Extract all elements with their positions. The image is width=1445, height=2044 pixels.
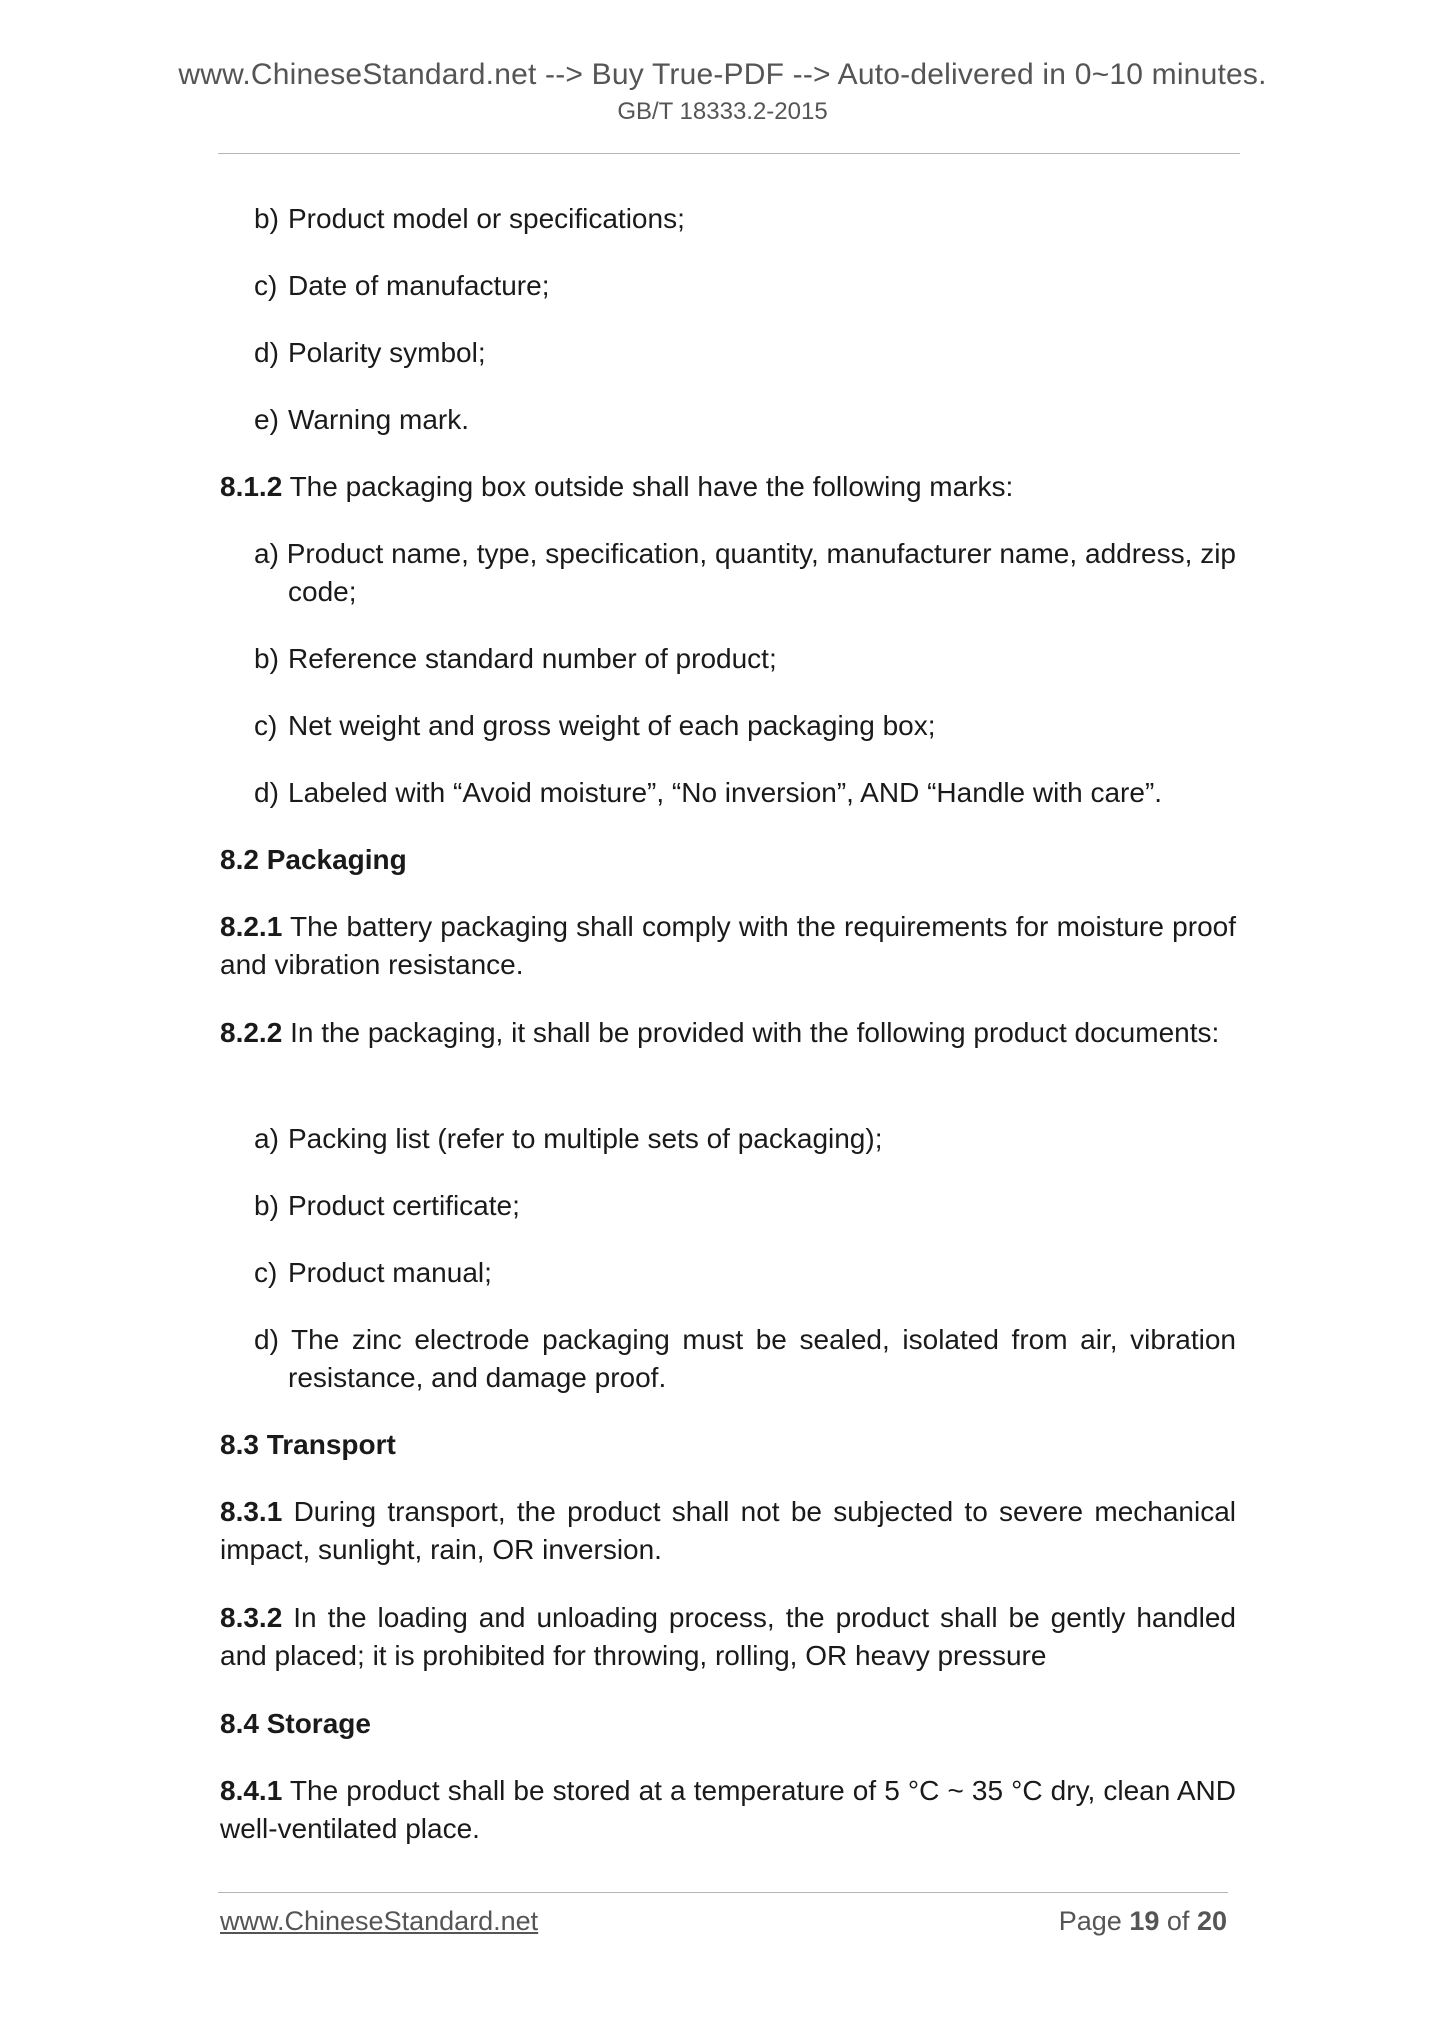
list-label: b) <box>254 1190 279 1221</box>
list-item-c <box>254 707 1236 745</box>
list-label: d) <box>254 777 279 808</box>
clause-number: 8.1.2 <box>220 471 283 502</box>
section-heading-packaging: 8.2 Packaging <box>220 844 407 875</box>
list-item-d <box>254 1321 1236 1397</box>
page-of: of <box>1166 1906 1190 1936</box>
clause-number: 8.4.1 <box>220 1775 283 1806</box>
list-label: c) <box>254 1257 278 1288</box>
list-label: a) <box>254 538 279 569</box>
footer-divider <box>218 1892 1228 1893</box>
list-text: Date of manufacture; <box>288 270 550 301</box>
list-text: Packing list (refer to multiple sets of packaging); <box>288 1123 883 1154</box>
section-heading-storage: 8.4 Storage <box>220 1708 371 1739</box>
page-current: 19 <box>1129 1906 1160 1936</box>
clause-8-2-1 <box>220 908 1236 984</box>
clause-8-2-2 <box>220 1014 1236 1052</box>
clause-8-4-1 <box>220 1772 1236 1848</box>
header-banner: www.ChineseStandard.net --> Buy True-PDF --> Auto-delivered in 0~10 minutes. <box>178 58 1267 91</box>
list-text: Net weight and gross weight of each packaging box; <box>288 710 936 741</box>
page-number <box>1059 1906 1227 1937</box>
list-text: Product manual; <box>288 1257 492 1288</box>
clause-8-3-1 <box>220 1493 1236 1569</box>
clause-text: In the packaging, it shall be provided with the following product documents: <box>290 1017 1220 1048</box>
clause-text: During transport, the product shall not be subjected to severe mechanical impact, sunlight, rain, OR inversion. <box>220 1496 1237 1565</box>
clause-text: The product shall be stored at a temperature of 5 °C ~ 35 °C dry, clean AND well-ventilated place. <box>220 1775 1236 1844</box>
list-text: Product certificate; <box>288 1190 520 1221</box>
header-doc-id: GB/T 18333.2-2015 <box>617 98 828 125</box>
list-item-c <box>254 267 1236 305</box>
list-text: Polarity symbol; <box>288 337 486 368</box>
list-label: e) <box>254 404 279 435</box>
list-label: d) <box>254 1324 279 1355</box>
clause-text: The battery packaging shall comply with the requirements for moisture proof and vibration resistance. <box>220 911 1236 980</box>
clause-text: The packaging box outside shall have the following marks: <box>289 471 1014 502</box>
list-text: Product model or specifications; <box>288 203 685 234</box>
clause-8-1-2 <box>220 468 1236 506</box>
list-label: d) <box>254 337 279 368</box>
clause-number: 8.3.2 <box>220 1602 283 1633</box>
page-prefix: Page <box>1058 1906 1122 1936</box>
list-item-c <box>254 1254 1236 1292</box>
list-item-d <box>254 334 1236 372</box>
list-item-e <box>254 401 1236 439</box>
page-header <box>0 58 1445 126</box>
page-total: 20 <box>1196 1906 1227 1936</box>
list-item-a <box>254 1120 1236 1158</box>
clause-number: 8.2.2 <box>220 1017 283 1048</box>
header-divider <box>218 153 1240 154</box>
clause-number: 8.2.1 <box>220 911 283 942</box>
list-item-a <box>254 535 1236 611</box>
list-label: b) <box>254 203 279 234</box>
list-item-d <box>254 774 1236 812</box>
list-item-b <box>254 200 1236 238</box>
section-heading-transport: 8.3 Transport <box>220 1429 396 1460</box>
list-item-b <box>254 640 1236 678</box>
list-label: c) <box>254 710 278 741</box>
clause-text: In the loading and unloading process, the product shall be gently handled and placed; it is prohibited for throwing, rolling, OR heavy pressure <box>220 1602 1236 1671</box>
list-text: Reference standard number of product; <box>288 643 777 674</box>
clause-8-3-2 <box>220 1599 1236 1675</box>
list-text: Warning mark. <box>288 404 470 435</box>
list-label: c) <box>254 270 278 301</box>
list-item-b <box>254 1187 1236 1225</box>
footer-website-link[interactable]: www.ChineseStandard.net <box>220 1906 539 1936</box>
list-text: Labeled with “Avoid moisture”, “No inversion”, AND “Handle with care”. <box>288 777 1163 808</box>
list-text: The zinc electrode packaging must be sealed, isolated from air, vibration resistance, and damage proof. <box>288 1324 1236 1393</box>
list-label: b) <box>254 643 279 674</box>
list-label: a) <box>254 1123 279 1154</box>
list-text: Product name, type, specification, quantity, manufacturer name, address, zip code; <box>286 538 1237 607</box>
clause-number: 8.3.1 <box>220 1496 283 1527</box>
